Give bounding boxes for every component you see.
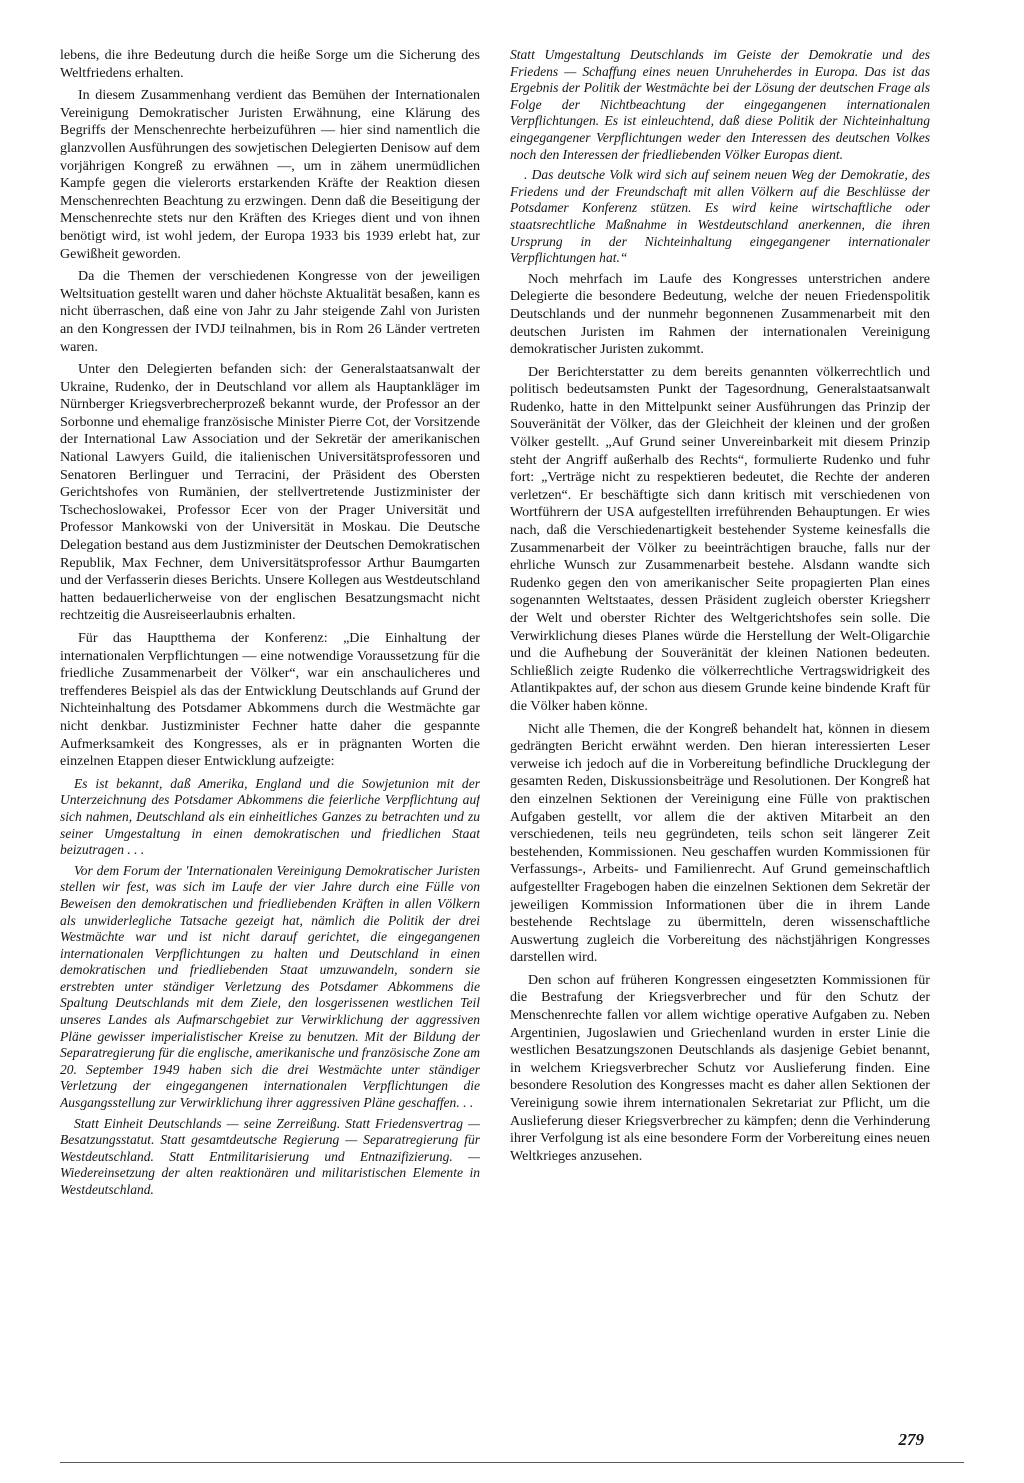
left-paragraph-2: In diesem Zusammenhang verdient das Bemühen der Internationalen Vereinigung Demokratischer Juristen Erwähnung, eine Klärung des Begriffs der Menschenrechte herbeizuführen — hier sind namentlich die glanzvollen Ausführungen des sowjetischen Delegierten Denisow auf dem vorjährigen Kongreß zu erwähnen —, um in zähem unermüdlichen Kampfe gegen die vielerorts erstarkenden Kräfte der Reaktion diesen Menschenrechten Beachtung zu erzwingen. Denn daß die Beseitigung der Menschenrechte stets nur den Kräften des Krieges dient und von ihnen benötigt wird, ist wohl jedem, der Europa 1933 bis 1939 erlebt hat, zur Gewißheit geworden. <box>60 87 480 262</box>
left-quote-7: Vor dem Forum der 'Internationalen Vereinigung Demokratischer Juristen stellen wir fest, was sich im Laufe der vier Jahre durch eine Fülle von Beweisen den demokratischen und friedliebenden Kräften in allen Völkern als unwiderlegliche Tatsache gezeigt hat, nämlich die Politik der drei Westmächte war und ist nicht darauf gerichtet, die eingegangenen internationalen Verpflichtungen zu halten und Deutschland in einen demokratischen und friedliebenden Staat umzuwandeln, sondern sie erstrebten unter ständiger Verletzung des Potsdamer Abkommens die Spaltung Deutschlands mit dem Ziele, den losgerissenen westlichen Teil unseres Landes als Aufmarschgebiet zur Verwirklichung der aggressiven Pläne gewisser imperialistischer Kreise zu benutzen. Mit der Bildung der Separatregierung für die englische, amerikanische und französische Zone am 20. September 1949 haben sich die drei Westmächte unter ständiger Verletzung der eingegangenen internationalen Verpflichtungen die Ausgangsstellung zur Verwirklichung ihrer aggressiven Pläne geschaffen. . . <box>60 862 480 1111</box>
right-quote-2: . Das deutsche Volk wird sich auf seinem neuen Weg der Demokratie, des Friedens und der Freundschaft mit allen Völkern auf die Beschlüsse der Potsdamer Konferenz stützen. Es wird keine wirtschaftliche oder staatsrechtliche Maßnahme in Westdeutschland anerkennen, die ihren Ursprung in der Nichteinhaltung eingegangener internationaler Verpflichtungen hat.“ <box>510 167 930 266</box>
right-paragraph-3: Noch mehrfach im Laufe des Kongresses unterstrichen andere Delegierte die besondere Bedeutung, welche der neuen Friedenspolitik Deutschlands und der nunmehr begonnenen Zusammenarbeit mit den deutschen Juristen im Rahmen der internationalen Vereinigung demokratischer Juristen zukommt. <box>510 270 930 358</box>
page-number: 279 <box>898 1430 924 1449</box>
left-paragraph-1: lebens, die ihre Bedeutung durch die heiße Sorge um die Sicherung des Weltfriedens erhalten. <box>60 47 480 81</box>
right-paragraph-5: Nicht alle Themen, die der Kongreß behandelt hat, können in diesem gedrängten Bericht erwähnt werden. Den hieran interessierten Leser verweise ich jedoch auf die in Vorbereitung befindliche Drucklegung der gesamten Reden, Diskussionsbeiträge und Resolutionen. Der Kongreß hat den einzelnen Sektionen der Vereinigung eine Fülle von praktischen Aufgaben gestellt, vor allem die der aktiven Mitarbeit an den verschiedenen, teils neu gegründeten, teils schon seit längerer Zeit bestehenden, Kommissionen. Neu geschaffen wurden Kommissionen für Verfassungs-, Arbeits- und Familienrecht. Auf Grund gemeinschaftlich aufgestellter Fragebogen haben die einzelnen Sektionen dem Sekretär der jeweiligen Kommission Informationen über die in ihrem Lande bestehende Rechtslage zu übermitteln, deren wissenschaftliche Auswertung zugleich die Vorbereitung des nächstjährigen Kongresses darstellen wird. <box>510 720 930 966</box>
bottom-rule <box>60 1462 964 1463</box>
left-paragraph-3: Da die Themen der verschiedenen Kongresse von der jeweiligen Weltsituation gestellt waren und daher höchste Aktualität besaßen, kann es nicht überraschen, daß eine von Jahr zu Jahr steigende Zahl von Juristen an den Kongressen der IVDJ teilnahmen, bis in Rom 26 Länder vertreten waren. <box>60 268 480 355</box>
right-paragraph-6: Den schon auf früheren Kongressen eingesetzten Kommissionen für die Bestrafung der Kriegsverbrecher und für den Schutz der Menschenrechte fallen vor allem wichtige operative Aufgaben zu. Neben Argentinien, Jugoslawien und Griechenland wurden in erster Linie die westlichen Besatzungszonen Deutschlands als dasjenige Gebiet benannt, in welchem Kriegsverbrecher Schutz vor Auslieferung finden. Eine besondere Resolution des Kongresses macht es daher allen Sektionen der Vereinigung sowie ihrem internationalen Sekretariat zur Pflicht, um die Auslieferung dieser Kriegsverbrecher zu kämpfen; denn die Verhinderung ihrer Verfolgung ist als eine besondere Form der Vorbereitung eines neuen Weltkrieges anzusehen. <box>510 971 930 1164</box>
left-paragraph-5: Für das Hauptthema der Konferenz: „Die Einhaltung der internationalen Verpflichtungen — eine notwendige Voraussetzung für die friedliche Zusammenarbeit der Völker“, war ein anschaulicheres und treffenderes Beispiel als das der Entwicklung Deutschlands auf Grund der Nichteinhaltung des Potsdamer Abkommens durch die Westmächte gar nicht denkbar. Justizminister Fechner hatte daher die gespannte Aufmerksamkeit des Kongresses, als er in prägnanten Worten die einzelnen Etappen dieser Entwicklung aufzeigte: <box>60 630 480 770</box>
right-column <box>510 47 930 1437</box>
left-quote-8: Statt Einheit Deutschlands — seine Zerreißung. Statt Friedensvertrag — Besatzungsstatut. Statt gesamtdeutsche Regierung — Separatregierung für Westdeutschland. Statt Entmilitarisierung und Entnazifizierung. — Wiedereinsetzung der alten reaktionären und militaristischen Elemente in Westdeutschland. <box>60 1115 480 1197</box>
right-paragraph-4: Der Berichterstatter zu dem bereits genannten völkerrechtlich und politisch bedeutsamsten Punkt der Tagesordnung, Generalstaatsanwalt Rudenko, hatte in den Mittelpunkt seiner Ausführungen das Prinzip der Souveränität der Völker, das der Gleichheit der kleinen und der großen Völker gestellt. „Auf Grund seiner Unvereinbarkeit mit diesem Prinzip steht der Angriff außerhalb des Rechts“, formulierte Rudenko und fuhr fort: „Verträge nicht zu respektieren bedeutet, die Rechte der anderen verletzen“. Er beschäftigte sich dann kritisch mit verschiedenen von Wortführern der USA aufgestellten irreführenden Behauptungen. Er wies nach, daß die Verschiedenartigkeit bestehender Systeme keinesfalls die Zusammenarbeit der Völker zu beeinträchtigen brauche, falls nur der ehrliche Wunsch zur Zusammenarbeit bestehe. Alsdann wandte sich Rudenko gegen den von amerikanischer Seite propagierten Plan eines sogenannten Weltstaates, dessen Präsident zugleich oberster Kriegsherr der Welt und oberster Richter des Weltgerichtshofes sein solle. Die Verwirklichung dieses Planes würde die Herstellung der Welt-Oligarchie und die Aufhebung der Souveränität der kleinen Nationen bedeuten. Schließlich zeigte Rudenko die völkerrechtliche Vertragswidrigkeit des Atlantikpaktes auf, der schon aus diesem Grunde keine bindende Kraft für die Völker haben könne. <box>510 363 930 714</box>
left-quote-6: Es ist bekannt, daß Amerika, England und die Sowjetunion mit der Unterzeichnung des Potsdamer Abkommens die feierliche Verpflichtung auf sich nahmen, Deutschland als ein einheitliches Ganzes zu betrachten und zu seiner Umgestaltung in einen demokratischen und friedlichen Staat beizutragen . . . <box>60 775 480 858</box>
right-quote-1: Statt Umgestaltung Deutschlands im Geiste der Demokratie und des Friedens — Schaffung eines neuen Unruheherdes in Europa. Das ist das Ergebnis der Politik der Westmächte bei der Lösung der deutschen Frage als Folge der Nichtbeachtung der eingegangenen internationalen Verpflichtungen. Es ist einleuchtend, daß diese Politik der Nichteinhaltung eingegangener Verpflichtungen weder den Interessen des deutschen Volkes noch den Interessen der friedliebenden Völker Europas dient. <box>510 47 930 162</box>
left-column <box>60 47 480 1437</box>
left-paragraph-4: Unter den Delegierten befanden sich: der Generalstaatsanwalt der Ukraine, Rudenko, der in Deutschland vor allem als Hauptankläger im Nürnberger Kriegsverbrecherprozeß bekannt wurde, der Professor an der Sorbonne und ehemalige französische Minister Pierre Cot, der Vorsitzende der International Law Association und der Sekretär der amerikanischen National Lawyers Guild, die italienischen Universitätsprofessoren und Senatoren Berlinguer und Terracini, der Präsident des Obersten Gerichtshofes von Rumänien, der stellvertretende Justizminister der Tschechoslowakei, Professor Ecer von der Prager Universität und Professor Mankowski von der Universität in Moskau. Die Deutsche Delegation bestand aus dem Justizminister der Deutschen Demokratischen Republik, Max Fechner, dem Universitätsprofessor Arthur Baumgarten und der Verfasserin dieses Berichts. Unsere Kollegen aus Westdeutschland hatten bedauerlicherweise von der englischen Besatzungsmacht nicht rechtzeitig die Ausreiseerlaubnis erhalten. <box>60 361 480 624</box>
